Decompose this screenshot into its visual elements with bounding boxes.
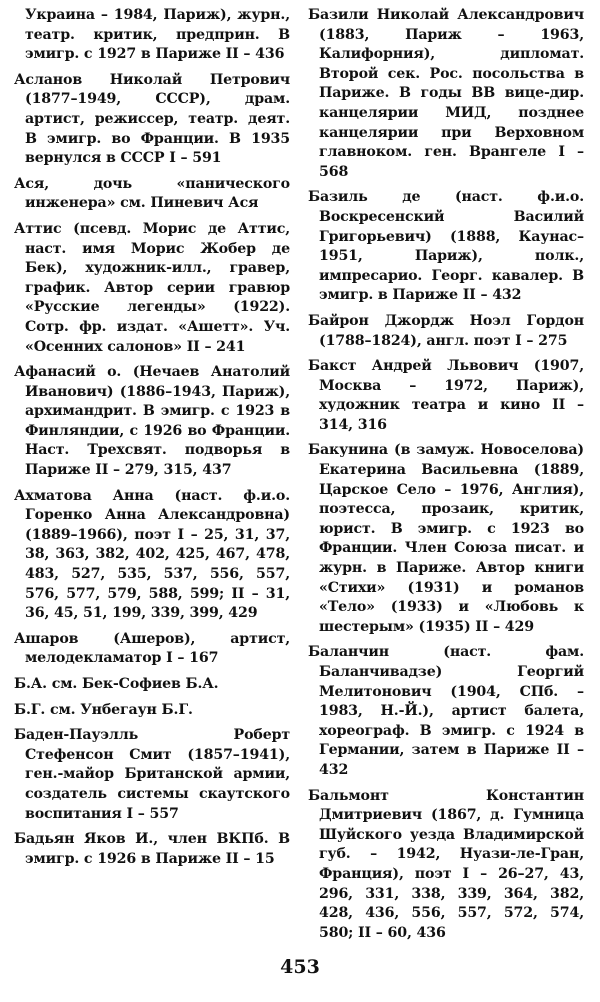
index-entry: Ашаров (Ашеров), артист, мелодекламатор I – 167 [14, 630, 290, 667]
index-column-right [308, 6, 584, 949]
index-entry: Бакунина (в замуж. Новоселова) Екатерина Васильевна (1889, Царское Село – 1976, Англия), поэтесса, прозаик, критик, юрист. В эмигр. с 1923 во Франции. Член Союза писат. и журн. в Париже. Автор книги «Стихи» (1931) и романов «Тело» (1933) и «Любовь к шестерым» (1935) II – 429 [308, 442, 584, 635]
index-entry: Аттис (псевд. Морис де Аттис, наст. имя Морис Жобер де Бек), художник-илл., гравер, график. Автор серии гравюр «Русские легенды» (1922). Сотр. фр. издат. «Ашетт». Уч. «Осенних салонов» II – 241 [14, 220, 290, 355]
index-entry: Бадьян Яков И., член ВКПб. В эмигр. с 1926 в Париже II – 15 [14, 831, 290, 867]
index-entry: Баланчин (наст. фам. Баланчивадзе) Георгий Мелитонович (1904, СПб. – 1983, Н.-Й.), артист балета, хореограф. В эмигр. с 1924 в Германии, затем в Париже II – 432 [308, 644, 584, 778]
index-entry: Базили Николай Александрович (1883, Париж – 1963, Калифорния), дипломат. Второй сек. Рос. посольства в Париже. В годы ВВ вице-дир. канцелярии МИД, позднее канцелярии при Верховном главноком. ген. Врангеле I – 568 [308, 7, 584, 180]
index-entry: Ася, дочь «панического инженера» см. Пиневич Ася [14, 175, 290, 212]
index-entry: Б.Г. см. Унбегаун Б.Г. [14, 701, 193, 718]
index-entry: Афанасий о. (Нечаев Анатолий Иванович) (1886–1943, Париж), архимандрит. В эмигр. с 1923 в Финляндии, с 1926 во Франции. Наст. Трехсвят. подворья в Париже II – 279, 315, 437 [14, 364, 290, 479]
index-entry: Базиль де (наст. ф.и.о. Воскресенский Василий Григорьевич) (1888, Каунас–1951, Париж), полк., импресарио. Георг. кавалер. В эмигр. в Париже II – 432 [308, 189, 584, 304]
index-entry: Бальмонт Константин Дмитриевич (1867, д. Гумница Шуйского уезда Владимирской губ. – 1942, Нуази-ле-Гран, Франция), поэт I – 26–27, 43, 296, 331, 338, 339, 364, 382, 428, 436, 556, 557, 572, 574, 580; II – 60, 436 [308, 787, 584, 941]
index-entry: Бакст Андрей Львович (1907, Москва – 1972, Париж), художник театра и кино II – 314, 316 [308, 358, 584, 433]
index-entry: Баден-Пауэлль Роберт Стефенсон Смит (1857–1941), ген.-майор Британской армии, создатель системы скаутского воспитания I – 557 [14, 727, 290, 822]
index-entry: Украина – 1984, Париж), журн., театр. критик, предприн. В эмигр. с 1927 в Париже II – 436 [25, 7, 290, 63]
page-number: 453 [280, 956, 320, 978]
index-column-left [14, 6, 290, 875]
index-entry: Ахматова Анна (наст. ф.и.о. Горенко Анна Александровна) (1889–1966), поэт I – 25, 31, 37, 38, 363, 382, 402, 425, 467, 478, 483, 527, 535, 537, 556, 557, 576, 577, 579, 588, 599; II – 31, 36, 45, 51, 199, 339, 399, 429 [14, 487, 290, 622]
index-entry: Б.А. см. Бек-Софиев Б.А. [14, 676, 219, 692]
index-entry: Асланов Николай Петрович (1877–1949, СССР), драм. артист, режиссер, театр. деят. В эмигр. во Франции. В 1935 вернулся в СССР I – 591 [14, 71, 290, 167]
index-entry: Байрон Джордж Ноэл Гордон (1788–1824), англ. поэт I – 275 [308, 312, 584, 349]
